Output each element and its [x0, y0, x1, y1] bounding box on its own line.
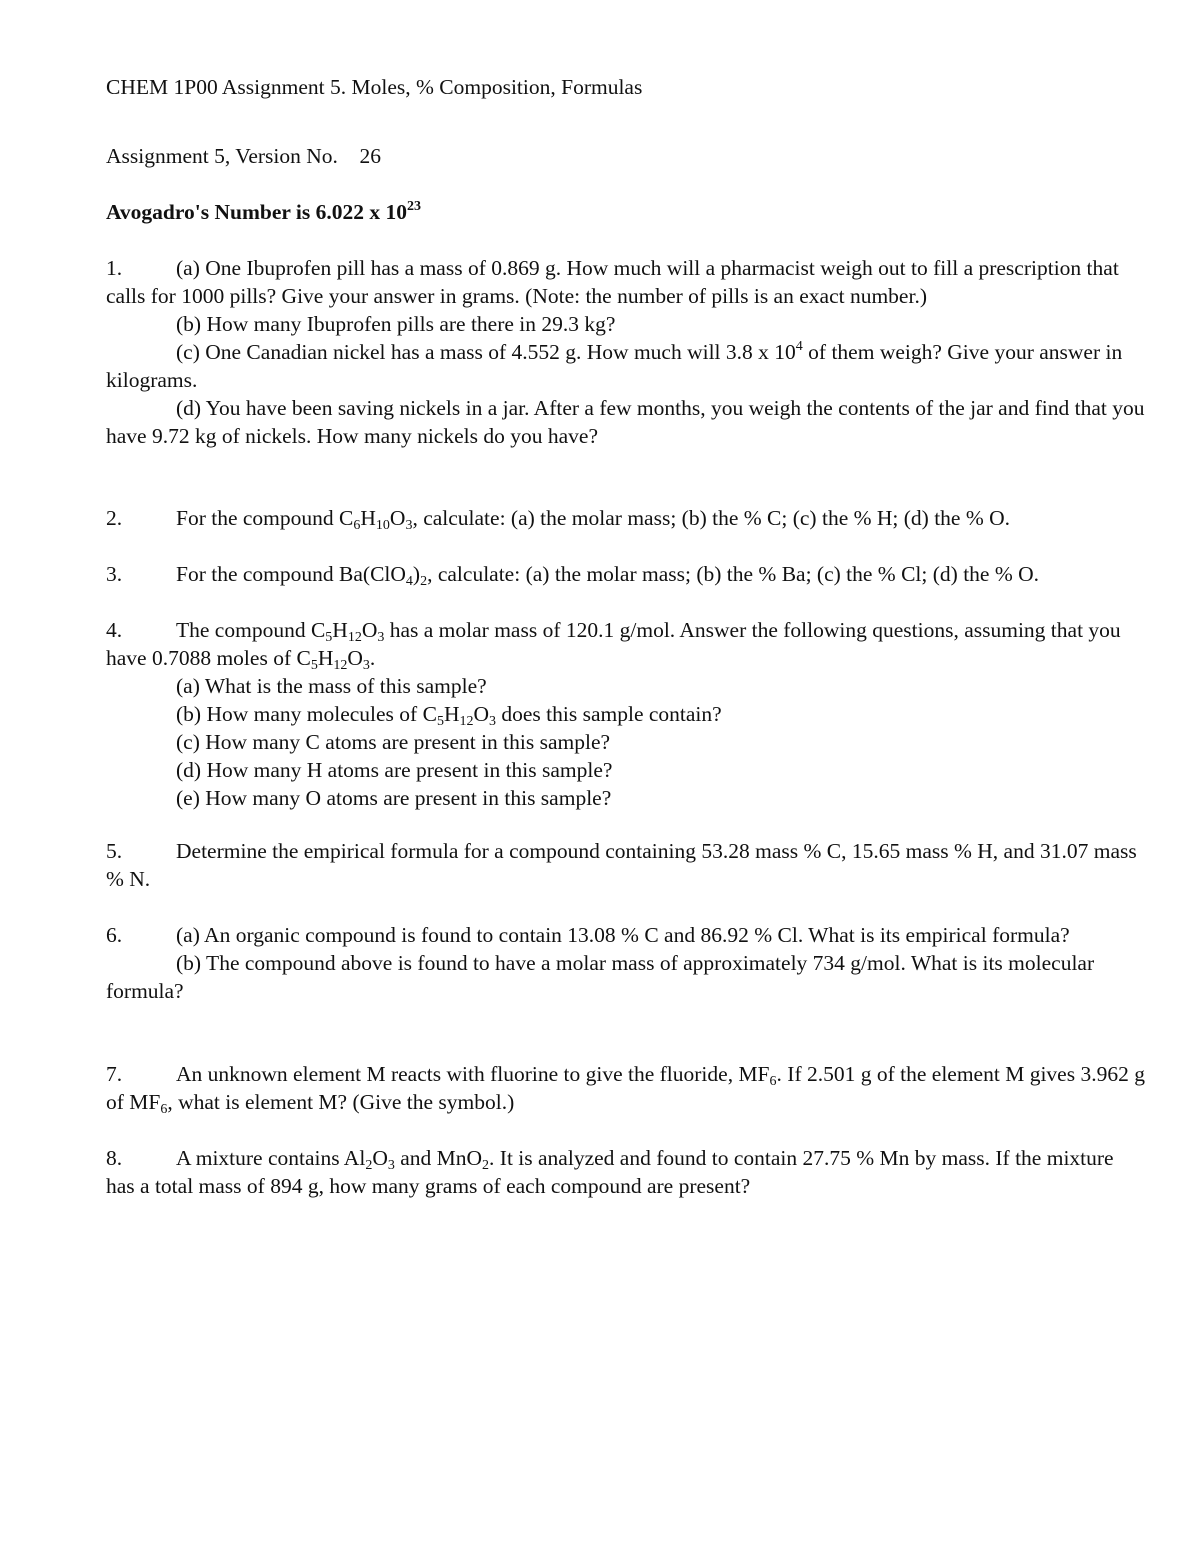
question-7: 7. An unknown element M reacts with fluorine to give the fluoride, $MF_6$. If 2.501 g of the element M gives 3.962 g of $MF_6$, what is element M? (Give the symbol.) [106, 1062, 1145, 1117]
avogadro-note: Avogadro's Number is 6.022 x $10^{23}$ [106, 199, 422, 224]
version-number: 26 [359, 144, 381, 168]
question-number: 4. [106, 618, 123, 642]
document-title: CHEM 1P00 Assignment 5. Moles, % Composition, Formulas [106, 75, 643, 99]
question-3: 3. For the compound $Ba(ClO_4)_2$, calculate: (a) the molar mass; (b) the % Ba; (c) the % Cl; (d) the % O. [106, 562, 1040, 589]
question-number: 1. [106, 256, 123, 280]
question-1d: (d) You have been saving nickels in a jar. After a few months, you weigh the contents of the jar and find that you have 9.72 kg of nickels. How many nickels do you have? [106, 396, 1145, 448]
version-line [106, 142, 1146, 170]
question-6a: (a) An organic compound is found to contain 13.08 % C and 86.92 % Cl. What is its empirical formula? [176, 923, 1070, 947]
question-1b: (b) How many Ibuprofen pills are there in 29.3 kg? [176, 312, 616, 336]
question-4a: (a) What is the mass of this sample? [176, 674, 487, 698]
question-6 [106, 921, 1146, 1005]
question-number: 5. [106, 839, 123, 863]
question-number: 8. [106, 1146, 123, 1170]
question-number: 3. [106, 562, 123, 586]
question-number: 7. [106, 1062, 123, 1086]
question-4b: (b) How many molecules of $C_5H_{12}O_3$ does this sample contain? [176, 702, 722, 729]
question-1 [106, 254, 1146, 450]
question-2: 2. For the compound $C_6H_{10}O_3$, calculate: (a) the molar mass; (b) the % C; (c) the % H; (d) the % O. [106, 506, 1011, 533]
version-label: Assignment 5, Version No. [106, 144, 338, 168]
question-1c: (c) One Canadian nickel has a mass of 4.552 g. How much will 3.8 x $10^4$ of them weigh? Give your answer in kilograms. [106, 339, 1123, 392]
question-4d: (d) How many H atoms are present in this sample? [176, 758, 613, 782]
question-4c: (c) How many C atoms are present in this sample? [176, 730, 611, 754]
question-number: 2. [106, 506, 123, 530]
question-6b: (b) The compound above is found to have a molar mass of approximately 734 g/mol. What is its molecular formula? [106, 951, 1095, 1003]
question-number: 6. [106, 923, 123, 947]
question-5: 5. Determine the empirical formula for a compound containing 53.28 mass % C, 15.65 mass % H, and 31.07 mass % N. [106, 839, 1137, 891]
question-8: 8. A mixture contains $Al_2O_3$ and MnO$_2$. It is analyzed and found to contain 27.75 % Mn by mass. If the mixture has a total mass of 894 g, how many grams of each compound are present? [106, 1146, 1114, 1198]
question-4: 4. The compound $C_5H_{12}O_3$ has a molar mass of 120.1 g/mol. Answer the following questions, assuming that you have 0.7088 moles of $C_5H_{12}O_3$. (a) What is the mass of this sample? (b) How many molecules of $C_5H_{12}O_3$ does this sample contain? (c) How many C atoms are present in this sample? (d) How many H atoms are present in this sample? (e) How many O atoms are present in this sample? [106, 616, 1146, 812]
question-4e: (e) How many O atoms are present in this sample? [176, 786, 612, 810]
question-1a: (a) One Ibuprofen pill has a mass of 0.869 g. How much will a pharmacist weigh out to fill a prescription that calls for 1000 pills? Give your answer in grams. (Note: the number of pills is an exact number.) [106, 256, 1119, 308]
